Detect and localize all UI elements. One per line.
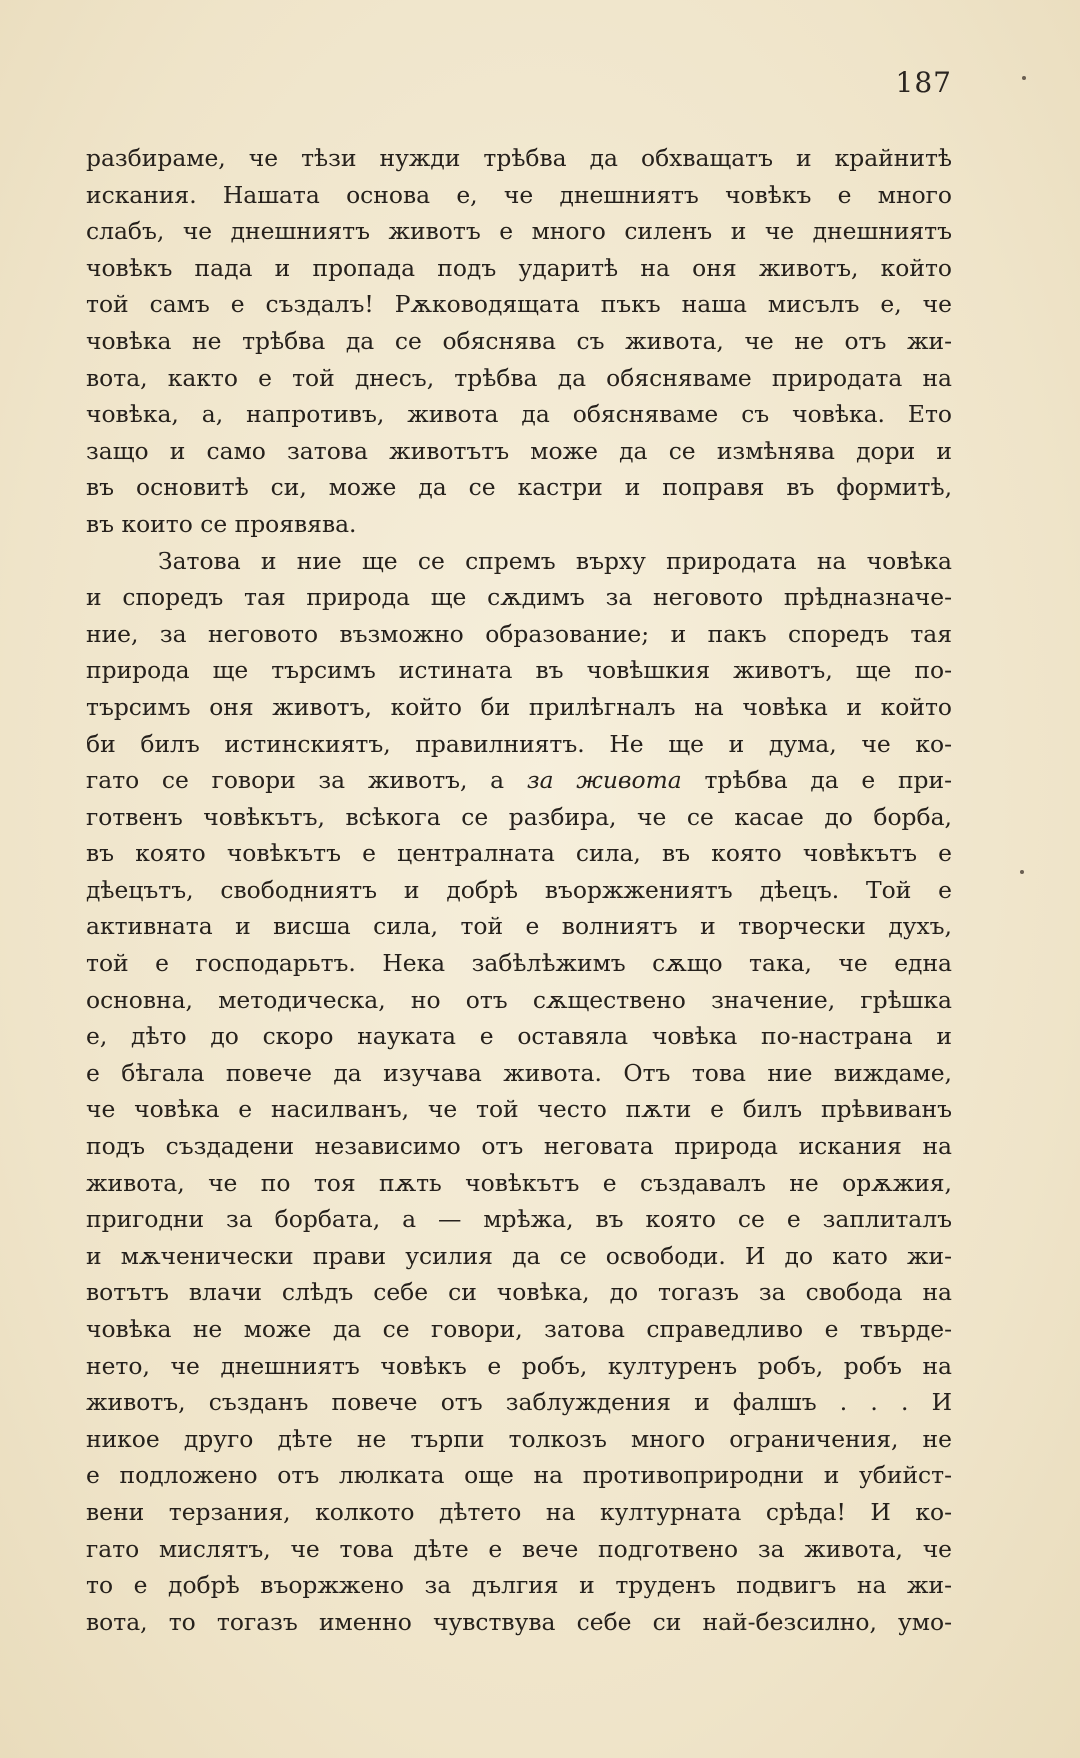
text-line: никое друго дѣте не търпи толкозъ много ограничения, не [86, 1424, 952, 1453]
paragraph-start-line: Затова и ние ще се спремъ върху природата на човѣка [158, 546, 952, 575]
text-line: активната и висша сила, той е волниятъ и творчески духъ, [86, 912, 952, 941]
text-segment: гато се говори за животъ, а [86, 766, 505, 795]
text-line: нето, че днешниятъ човѣкъ е робъ, културенъ робъ, робъ на [86, 1351, 952, 1380]
text-line: той самъ е създалъ! Рѫководящата пъкъ наша мисълъ е, че [86, 290, 952, 319]
text-line: искания. Нашата основа е, че днешниятъ човѣкъ е много [86, 180, 952, 209]
text-line: природа ще търсимъ истината въ човѣшкия животъ, ще по- [86, 656, 952, 685]
text-line: ние, за неговото възможно образование; и пакъ споредъ тая [86, 619, 952, 648]
text-line: че човѣка е насилванъ, че той често пѫти е билъ прѣвиванъ [86, 1095, 952, 1124]
text-line: вени терзания, колкото дѣтето на културната срѣда! И ко- [86, 1497, 952, 1526]
text-line: би билъ истинскиятъ, правилниятъ. Не ще и дума, че ко- [86, 729, 952, 758]
text-line: готвенъ човѣкътъ, всѣкога се разбира, че се касае до борба, [86, 802, 952, 831]
text-line: вотътъ влачи слѣдъ себе си човѣка, до тогазъ за свобода на [86, 1278, 952, 1307]
text-line: човѣка, а, напротивъ, живота да обясняваме съ човѣка. Ето [86, 400, 952, 429]
text-line: живота, че по тоя пѫть човѣкътъ е създавалъ не орѫжия, [86, 1168, 952, 1197]
text-line: човѣка не трѣбва да се обяснява съ живота, че не отъ жи- [86, 326, 952, 355]
text-segment: трѣбва да е при- [704, 766, 953, 795]
text-line: търсимъ оня животъ, който би прилѣгналъ на човѣка и който [86, 692, 952, 721]
text-line: защо и само затова животътъ може да се измѣнява дори и [86, 436, 952, 465]
text-line: разбираме, че тѣзи нужди трѣбва да обхващатъ и крайнитѣ [86, 144, 952, 172]
text-line-with-italic [86, 762, 952, 799]
text-line: човѣкъ пада и пропада подъ ударитѣ на оня животъ, който [86, 253, 952, 282]
text-line: то е добрѣ въоржжено за дългия и труденъ подвигъ на жи- [86, 1571, 952, 1600]
text-line: въ основитѣ си, може да се кастри и поправя въ формитѣ, [86, 473, 952, 502]
text-line: човѣка не може да се говори, затова справедливо е твърде- [86, 1315, 952, 1343]
paper-speck [1020, 870, 1024, 874]
text-line: основна, методическа, но отъ сѫществено значение, грѣшка [86, 985, 952, 1014]
text-line: слабъ, че днешниятъ животъ е много силенъ и че днешниятъ [86, 217, 952, 246]
text-line: той е господарьтъ. Нека забѣлѣжимъ сѫщо така, че една [86, 949, 952, 978]
text-line: гато мислятъ, че това дѣте е вече подготвено за живота, че [86, 1534, 952, 1563]
text-line: е, дѣто до скоро науката е оставяла човѣка по-настрана и [86, 1022, 952, 1051]
text-line: и мѫченически прави усилия да се освободи. И до като жи- [86, 1241, 952, 1270]
text-line: дѣецътъ, свободниятъ и добрѣ въоржжениятъ дѣецъ. Той е [86, 875, 952, 904]
text-line: подъ създадени независимо отъ неговата природа искания на [86, 1132, 952, 1161]
text-line: вота, както е той днесъ, трѣбва да обясняваме природата на [86, 363, 952, 392]
italic-phrase: за живота [526, 766, 682, 795]
text-line: е подложено отъ люлката още на противоприродни и убийст- [86, 1461, 952, 1490]
text-line: пригодни за борбата, а — мрѣжа, въ която се е заплиталъ [86, 1205, 952, 1234]
text-line: е бѣгала повече да изучава живота. Отъ това ние виждаме, [86, 1058, 952, 1087]
text-line: животъ, създанъ повече отъ заблуждения и фалшъ . . . И [86, 1388, 952, 1417]
paragraph-end-line: въ които се проявява. [86, 509, 357, 538]
paper-speck [1022, 76, 1026, 80]
page-number: 187 [895, 66, 952, 99]
text-line: вота, то тогазъ именно чувствува себе си най-безсилно, умо- [86, 1607, 952, 1636]
text-line: и споредъ тая природа ще сѫдимъ за неговото прѣдназначе- [86, 583, 952, 612]
body-text [86, 140, 952, 1640]
text-line: въ която човѣкътъ е централната сила, въ която човѣкътъ е [86, 839, 952, 868]
